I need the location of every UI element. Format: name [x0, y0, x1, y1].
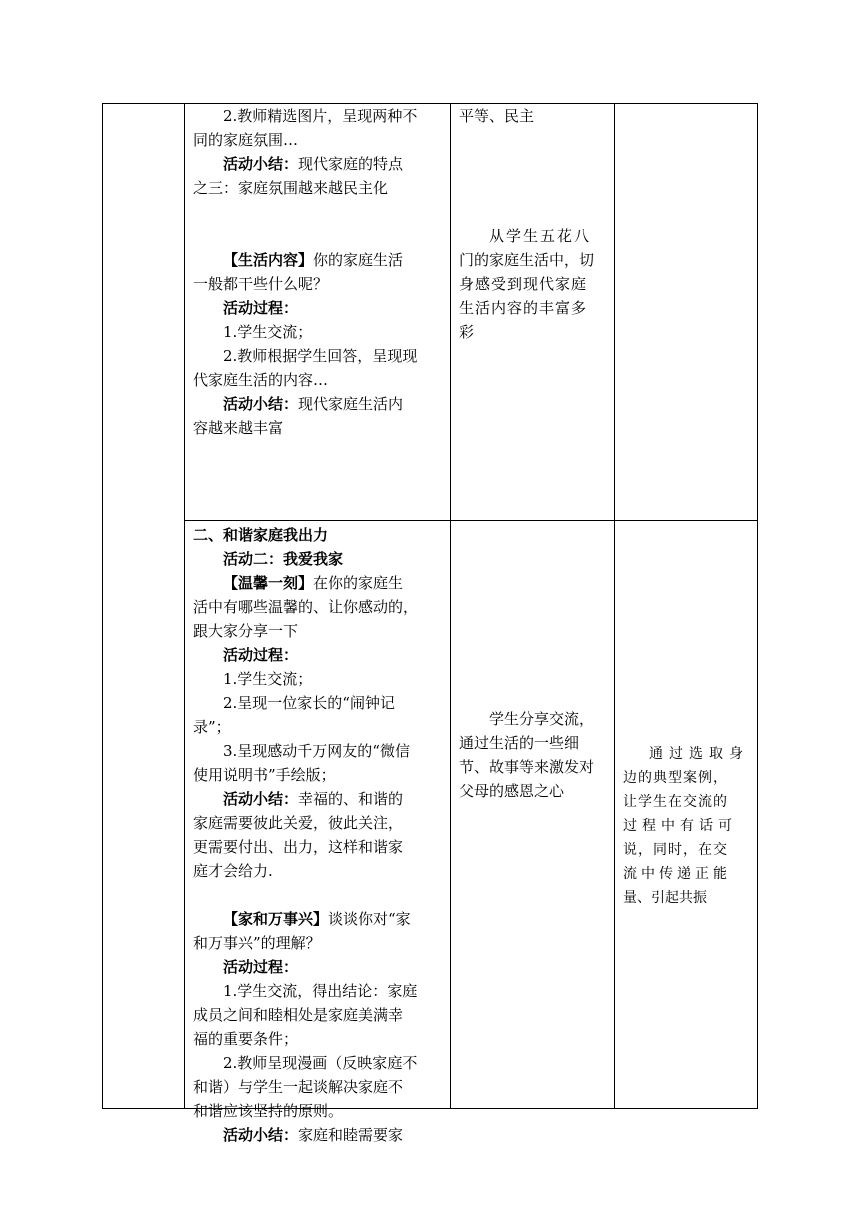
text-line: 福的重要条件；: [193, 1030, 299, 1048]
process-label: 活动过程：: [223, 299, 299, 317]
row1-intent-cell: [459, 104, 611, 344]
blank-space: [193, 200, 445, 248]
text-line: 2.呈现一位家长的“闹钟记: [223, 694, 395, 712]
process-label: 活动过程：: [223, 958, 299, 976]
text-line: 说，同时，在交: [623, 842, 728, 858]
text-line: 让学生在交流的: [623, 794, 728, 810]
text-line: 通过选取身: [649, 746, 749, 762]
text-line: 容越来越丰富: [193, 419, 284, 437]
text-line: 使用说明书”手绘版；: [193, 766, 336, 784]
text-line: 1.学生交流；: [223, 670, 313, 688]
section-heading-line: [193, 907, 445, 931]
text-line: 代家庭生活的内容…: [193, 371, 329, 389]
summary-label: 活动小结：: [223, 1126, 299, 1144]
text-line: 门的家庭生活中，切: [459, 251, 595, 269]
text-line: 学生分享交流，: [489, 710, 595, 728]
summary-text: 幸福的、和谐的: [298, 790, 404, 808]
text-line: 1.学生交流，得出结论：家庭: [223, 982, 418, 1000]
summary-label: 活动小结：: [223, 155, 299, 173]
summary-text: 家庭和睦需要家: [298, 1126, 404, 1144]
row2-design-cell: [623, 742, 755, 910]
summary-text: 现代家庭生活内: [298, 395, 404, 413]
blank-space: [193, 883, 445, 907]
summary-label: 活动小结：: [223, 790, 299, 808]
row2-activity-cell: [193, 523, 445, 1147]
activity-heading: 活动二：我爱我家: [223, 550, 344, 568]
row1-activity-cell: [193, 104, 445, 440]
text-line: 身感受到现代家庭: [459, 275, 588, 293]
text-line: 2.教师呈现漫画（反映家庭不: [223, 1054, 418, 1072]
text-line: 量、引起共振: [623, 890, 707, 906]
text-line: 更需要付出、出力，这样和谐家: [193, 838, 404, 856]
text-line: 录”；: [193, 718, 231, 736]
text-line: 生活内容的丰富多: [459, 299, 588, 317]
text-line: 一般都干些什么呢？: [193, 275, 329, 293]
table-column-divider: [450, 103, 451, 1109]
text-line: 和谐应该坚持的原则。: [193, 1102, 344, 1120]
part-heading: 二、和谐家庭我出力: [193, 526, 329, 544]
blank-space: [459, 128, 611, 176]
text-line: 成员之间和睦相处是家庭美满幸: [193, 1006, 404, 1024]
text-line: 节、故事等来激发对: [459, 758, 595, 776]
text-line: 过程中有话可: [623, 818, 737, 834]
text-line: 和谐）与学生一起谈解决家庭不: [193, 1078, 404, 1096]
text-line: 同的家庭氛围…: [193, 131, 299, 149]
text-line: 平等、民主: [459, 107, 535, 125]
text-line: 3.呈现感动千万网友的“微信: [223, 742, 410, 760]
process-label: 活动过程：: [223, 646, 299, 664]
section-question: 在你的家庭生: [313, 574, 404, 592]
text-line: 通过生活的一些细: [459, 734, 580, 752]
section-heading-line: [193, 248, 445, 272]
summary-text: 现代家庭的特点: [298, 155, 404, 173]
text-line: 庭才会给力.: [193, 862, 273, 880]
text-line: 跟大家分享一下: [193, 622, 299, 640]
text-line: 2.教师精选图片，呈现两种不: [223, 107, 418, 125]
text-line: 边的典型案例，: [623, 770, 728, 786]
section-question: 谈谈你对“家: [328, 910, 411, 928]
section-heading-line: [193, 571, 445, 595]
section-question: 你的家庭生活: [313, 251, 404, 269]
table-border-left: [102, 103, 103, 1109]
summary-line: [193, 392, 445, 416]
table-column-divider: [614, 103, 615, 1109]
summary-line: [193, 152, 445, 176]
text-line: 活中有哪些温馨的、让你感动的，: [193, 598, 419, 616]
text-line: 2.教师根据学生回答，呈现现: [223, 347, 418, 365]
table-border-right: [757, 103, 758, 1109]
section-heading: 【家和万事兴】: [223, 910, 329, 928]
text-line: 流中传递正能: [623, 866, 731, 882]
summary-line: [193, 787, 445, 811]
section-heading: 【温馨一刻】: [223, 574, 314, 592]
table-row-divider: [184, 520, 758, 521]
table-column-divider: [184, 103, 185, 1109]
text-line: 之三：家庭氛围越来越民主化: [193, 179, 389, 197]
text-line: 1.学生交流；: [223, 323, 313, 341]
section-heading: 【生活内容】: [223, 251, 314, 269]
row2-intent-cell: [459, 707, 611, 803]
text-line: 从学生五花八: [489, 227, 592, 245]
summary-label: 活动小结：: [223, 395, 299, 413]
summary-line: [193, 1123, 445, 1147]
blank-space: [459, 176, 611, 224]
text-line: 父母的感恩之心: [459, 782, 565, 800]
text-line: 彩: [459, 323, 475, 341]
text-line: 和万事兴”的理解？: [193, 934, 321, 952]
text-line: 家庭需要彼此关爱，彼此关注，: [193, 814, 404, 832]
